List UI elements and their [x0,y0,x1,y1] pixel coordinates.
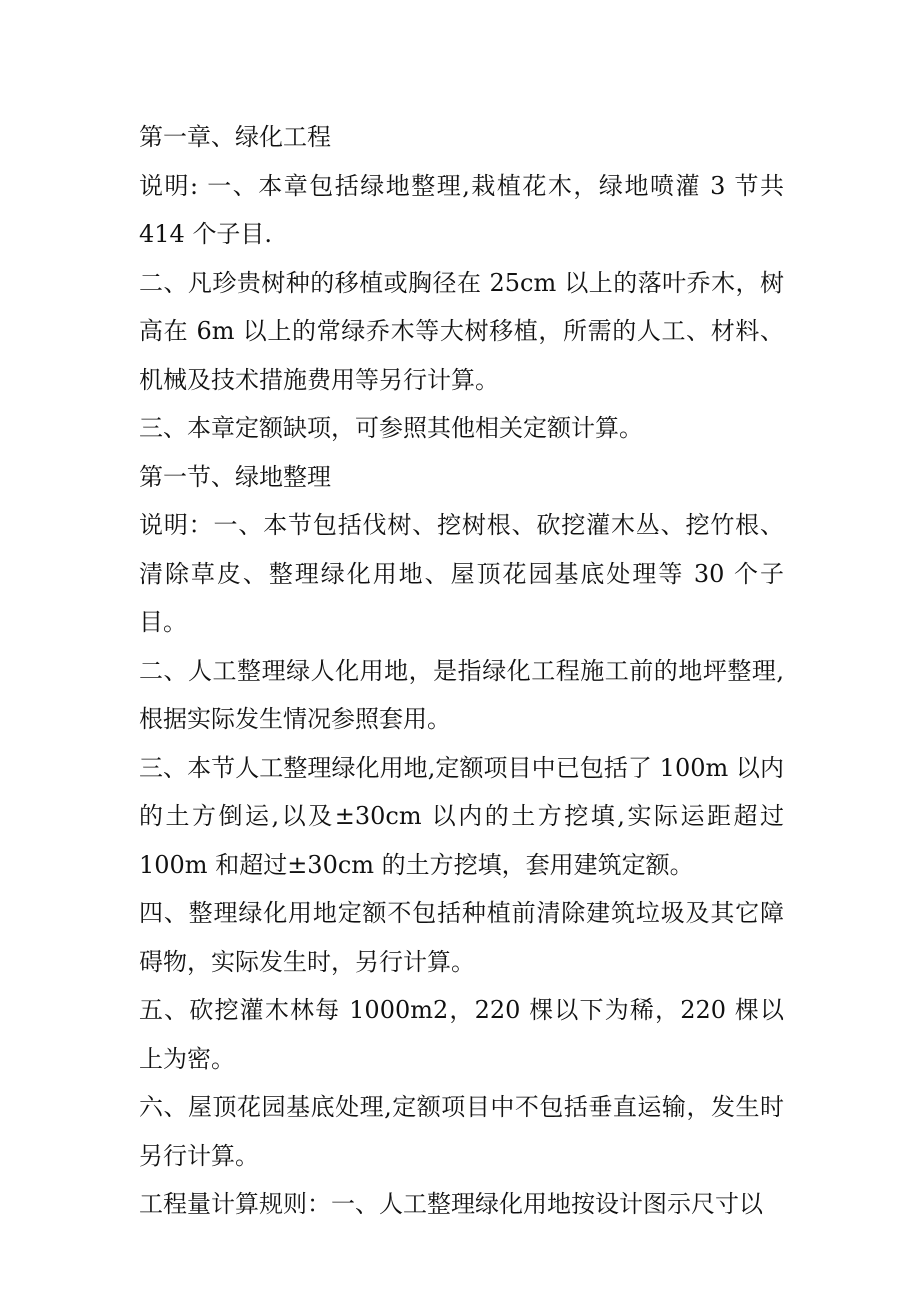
paragraph: 说明: 一、本章包括绿地整理,栽植花木，绿地喷灌 3 节共 414 个子目. [139,171,784,248]
paragraph: 三、本章定额缺项，可参照其他相关定额计算。 [139,414,643,442]
paragraph: 六、屋顶花园基底处理,定额项目中不包括垂直运输，发生时另行计算。 [139,1093,784,1170]
chapter-title: 第一章、绿化工程 [139,123,331,151]
paragraph: 四、整理绿化用地定额不包括种植前清除建筑垃圾及其它障碍物，实际发生时，另行计算。 [139,899,784,976]
paragraph: 五、砍挖灌木林每 1000m2，220 棵以下为稀，220 棵以上为密。 [139,996,784,1073]
document-body [139,113,784,1229]
paragraph: 二、凡珍贵树种的移植或胸径在 25cm 以上的落叶乔木，树高在 6m 以上的常绿乔木等大树移植，所需的人工、材料、机械及技术措施费用等另行计算。 [139,268,784,394]
paragraph: 三、本节人工整理绿化用地,定额项目中已包括了 100m 以内的土方倒运,以及±30cm 以内的土方挖填,实际运距超过 100m 和超过±30cm 的土方挖填，套用建筑定额。 [139,753,784,879]
section-title: 第一节、绿地整理 [139,462,331,491]
paragraph: 工程量计算规则：一、人工整理绿化用地按设计图示尺寸以 [139,1190,763,1218]
paragraph: 二、人工整理绿人化用地，是指绿化工程施工前的地坪整理,根据实际发生情况参照套用。 [139,656,784,733]
paragraph: 说明：一、本节包括伐树、挖树根、砍挖灌木丛、挖竹根、清除草皮、整理绿化用地、屋顶花园基底处理等 30 个子目。 [139,511,784,636]
